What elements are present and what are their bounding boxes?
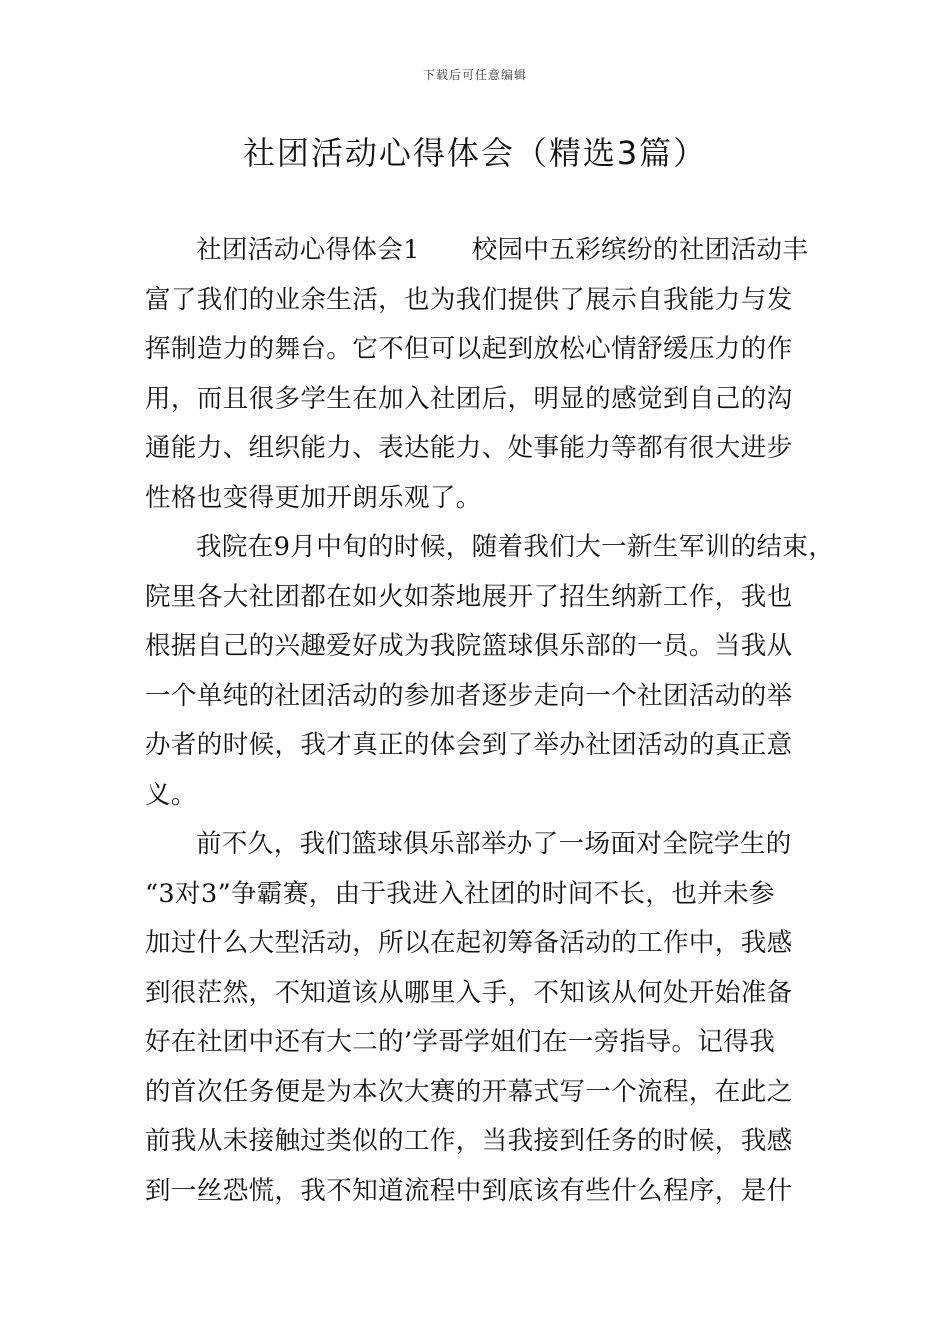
paragraph-2-line-1: 我院在9月中旬的时候，随着我们大一新生军训的结束， [196, 532, 835, 562]
paragraph-3-line-6: 的首次任务便是为本次大赛的开幕式写一个流程，在此之 [145, 1076, 793, 1107]
paragraph-1-line-4: 用，而且很多学生在加入社团后，明显的感觉到自己的沟 [145, 383, 793, 414]
paragraph-3-line-4: 到很茫然，不知道该从哪里入手，不知该从何处开始准备 [145, 977, 793, 1008]
paragraph-3-line-2: “3对3”争霸赛，由于我进入社团的时间不长，也并未参 [145, 878, 775, 909]
paragraph-2-line-6: 义。 [145, 779, 197, 810]
paragraph-3-line-8: 到一丝恐慌，我不知道流程中到底该有些什么程序，是什 [145, 1175, 793, 1206]
document-title: 社团活动心得体会（精选3篇） [242, 134, 708, 172]
paragraph-1-line-5: 通能力、组织能力、表达能力、处事能力等都有很大进步 [145, 433, 793, 463]
paragraph-1-line-1: 社团活动心得体会1 校园中五彩缤纷的社团活动丰 [196, 235, 809, 265]
paragraph-3-line-7: 前我从未接触过类似的工作，当我接到任务的时候，我感 [145, 1126, 793, 1156]
document-body [145, 226, 835, 1216]
paragraph-1-line-6: 性格也变得更加开朗乐观了。 [145, 482, 482, 513]
paragraph-3-line-3: 加过什么大型活动，所以在起初筹备活动的工作中，我感 [145, 928, 793, 958]
paragraph-3-line-5: 好在社团中还有大二的’学哥学姐们在一旁指导。记得我 [145, 1027, 776, 1057]
paragraph-1-line-3: 挥制造力的舞台。它不但可以起到放松心情舒缓压力的作 [145, 334, 793, 364]
paragraph-2-line-5: 办者的时候，我才真正的体会到了举办社团活动的真正意 [145, 730, 793, 760]
paragraph-3-line-1: 前不久，我们篮球俱乐部举办了一场面对全院学生的 [196, 829, 792, 859]
paragraph-2-line-2: 院里各大社团都在如火如荼地展开了招生纳新工作，我也 [145, 581, 793, 612]
page-header: 下载后可任意编辑 [422, 68, 527, 82]
paragraph-2-line-4: 一个单纯的社团活动的参加者逐步走向一个社团活动的举 [145, 680, 793, 711]
paragraph-1-line-2: 富了我们的业余生活，也为我们提供了展示自我能力与发 [145, 284, 793, 315]
paragraph-2-line-3: 根据自己的兴趣爱好成为我院篮球俱乐部的一员。当我从 [145, 631, 793, 661]
